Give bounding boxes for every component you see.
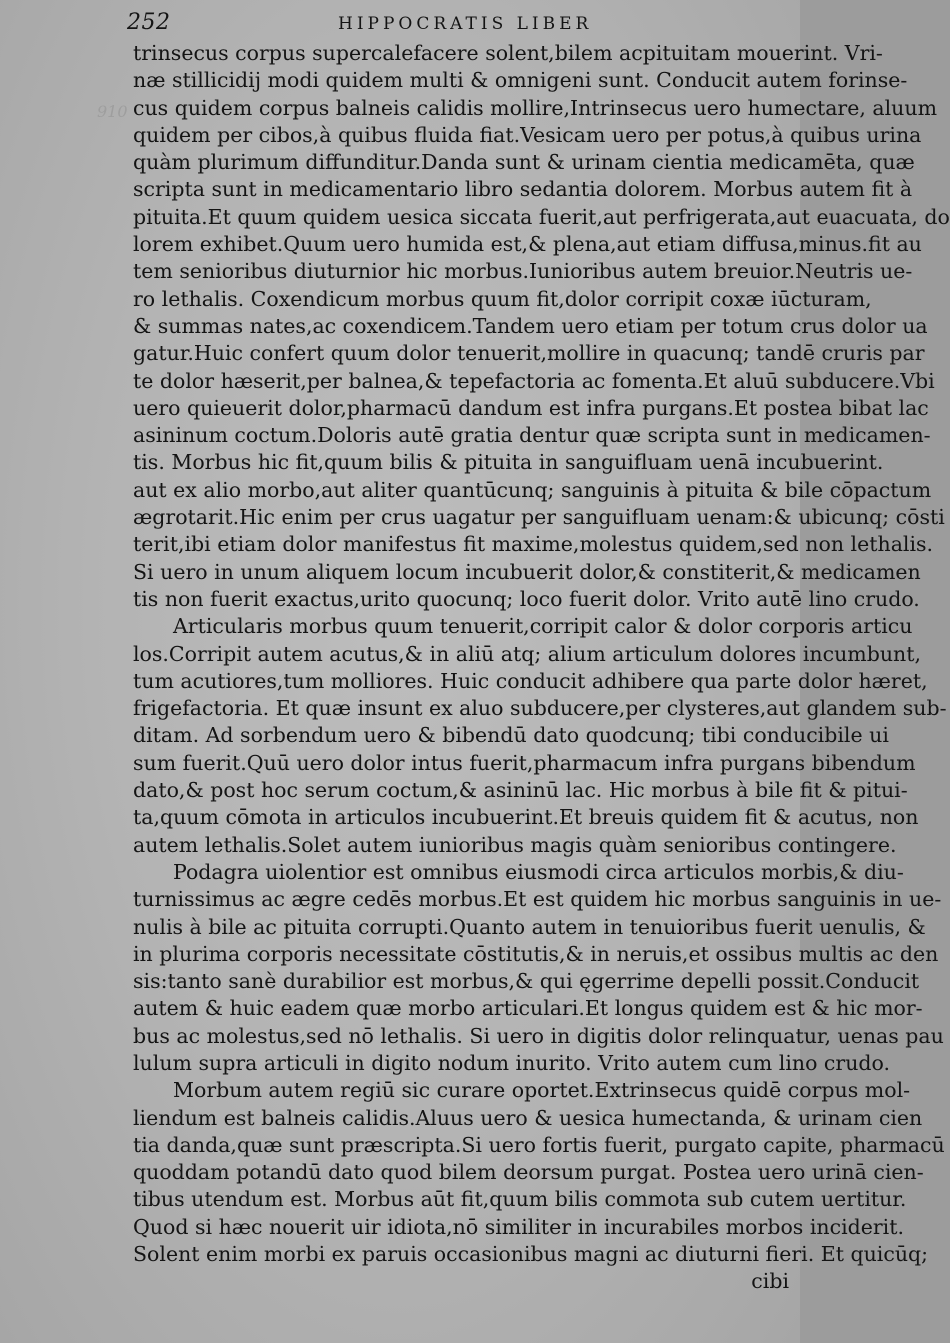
body-text [133, 40, 950, 1296]
text-line: turnissimus ac ægre cedēs morbus.Et est quidem hic morbus sanguinis in ue- [133, 887, 942, 912]
text-line: & summas nates,ac coxendicem.Tandem uero etiam per totum crus dolor ua [133, 313, 928, 338]
text-line: los.Corripit autem acutus,& in aliū atq; alium articulum dolores incumbunt, [133, 641, 921, 666]
text-line: ta,quum cōmota in articulos incubuerint.Et breuis quidem fit & acutus, non [133, 805, 919, 830]
text-line: tia danda,quæ sunt præscripta.Si uero fortis fuerit, purgato capite, pharmacū [133, 1132, 945, 1157]
text-line: asininum coctum.Doloris autē gratia dentur quæ scripta sunt in medicamen- [133, 423, 931, 448]
text-line: ditam. Ad sorbendum uero & bibendū dato quodcunq; tibi conducibile ui [133, 723, 889, 748]
text-line: dato,& post hoc serum coctum,& asininū lac. Hic morbus à bile fit & pitui- [133, 778, 908, 803]
text-line: quàm plurimum diffunditur.Danda sunt & urinam cientia medicamēta, quæ [133, 150, 915, 175]
text-line: uero quieuerit dolor,pharmacū dandum est infra purgans.Et postea bibat lac [133, 395, 929, 420]
text-line: Podagra uiolentior est omnibus eiusmodi circa articulos morbis,& diu- [173, 859, 904, 884]
text-line: ægrotarit.Hic enim per crus uagatur per sanguifluam uenam:& ubicunq; cōsti [133, 505, 945, 530]
text-line: Solent enim morbi ex paruis occasionibus magni ac diuturni fieri. Et quicūq; [133, 1242, 929, 1267]
text-line: tibus utendum est. Morbus aūt fit,quum bilis commota sub cutem uertitur. [133, 1187, 907, 1212]
text-line: scripta sunt in medicamentario libro sedantia dolorem. Morbus autem fit à [133, 177, 913, 202]
text-line: trinsecus corpus supercalefacere solent,bilem acpituitam mouerint. Vri- [133, 41, 883, 65]
text-line: tum acutiores,tum molliores. Huic conducit adhibere qua parte dolor hæret, [133, 668, 928, 693]
text-line: pituita.Et quum quidem uesica siccata fuerit,aut perfrigerata,aut euacuata, do [133, 204, 950, 229]
text-line: liendum est balneis calidis.Aluus uero & uesica humectanda, & urinam cien [133, 1105, 923, 1130]
text-line: sum fuerit.Quū uero dolor intus fuerit,pharmacum infra purgans bibendum [133, 750, 916, 775]
text-line: sis:tanto sanè durabilior est morbus,& qui ęgerrime depelli possit.Conducit [133, 969, 920, 994]
page-number: 252 [127, 10, 171, 35]
running-head: HIPPOCRATIS LIBER [338, 14, 593, 34]
text-line: Articularis morbus quum tenuerit,corripit calor & dolor corporis articu [173, 614, 913, 639]
text-line: lulum supra articuli in digito nodum inurito. Vrito autem cum lino crudo. [133, 1050, 891, 1075]
catchword: cibi [751, 1269, 789, 1294]
text-line: tis. Morbus hic fit,quum bilis & pituita in sanguifluam uenā incubuerint. [133, 450, 884, 475]
text-line: nulis à bile ac pituita corrupti.Quanto autem in tenuioribus fuerit uenulis, & [133, 914, 926, 939]
text-line: autem & huic eadem quæ morbo articulari.Et longus quidem est & hic mor- [133, 996, 923, 1021]
text-line: autem lethalis.Solet autem iunioribus magis quàm senioribus contingere. [133, 832, 897, 857]
text-line: quidem per cibos,à quibus fluida fiat.Vesicam uero per potus,à quibus urina [133, 122, 922, 147]
text-line: lorem exhibet.Quum uero humida est,& plena,aut etiam diffusa,minus.fit au [133, 232, 922, 257]
text-line: cus quidem corpus balneis calidis mollire,Intrinsecus uero humectare, aluum [133, 95, 938, 120]
text-line: Morbum autem regiū sic curare oportet.Extrinsecus quidē corpus mol- [173, 1078, 911, 1103]
text-line: gatur.Huic confert quum dolor tenuerit,mollire in quacunq; tandē cruris par [133, 341, 925, 366]
text-line: aut ex alio morbo,aut aliter quantūcunq; sanguinis à pituita & bile cōpactum [133, 477, 932, 502]
text-line: frigefactoria. Et quæ insunt ex aluo subducere,per clysteres,aut glandem sub- [133, 696, 947, 721]
text-line: Quod si hæc nouerit uir idiota,nō similiter in incurabiles morbos inciderit. [133, 1214, 904, 1239]
text-line: ro lethalis. Coxendicum morbus quum fit,dolor corripit coxæ iūcturam, [133, 286, 872, 311]
text-line: te dolor hæserit,per balnea,& tepefactoria ac fomenta.Et aluū subducere.Vbi [133, 368, 935, 393]
text-line: Si uero in unum aliquem locum incubuerit dolor,& constiterit,& medicamen [133, 559, 921, 584]
text-line: tem senioribus diuturnior hic morbus.Iunioribus autem breuior.Neutris ue- [133, 259, 913, 284]
margin-annotation: 910 [97, 102, 128, 121]
text-line: bus ac molestus,sed nō lethalis. Si uero in digitis dolor relinquatur, uenas pau [133, 1023, 944, 1048]
text-line: in plurima corporis necessitate cōstitutis,& in neruis,et ossibus multis ac den [133, 941, 939, 966]
text-line: næ stillicidij modi quidem multi & omnigeni sunt. Conducit autem forinse- [133, 68, 908, 93]
text-line: tis non fuerit exactus,urito quocunq; loco fuerit dolor. Vrito autē lino crudo. [133, 586, 920, 611]
text-line: quoddam potandū dato quod bilem deorsum purgat. Postea uero urinā cien- [133, 1160, 924, 1185]
text-line: terit,ibi etiam dolor manifestus fit maxime,molestus quidem,sed non lethalis. [133, 532, 934, 557]
